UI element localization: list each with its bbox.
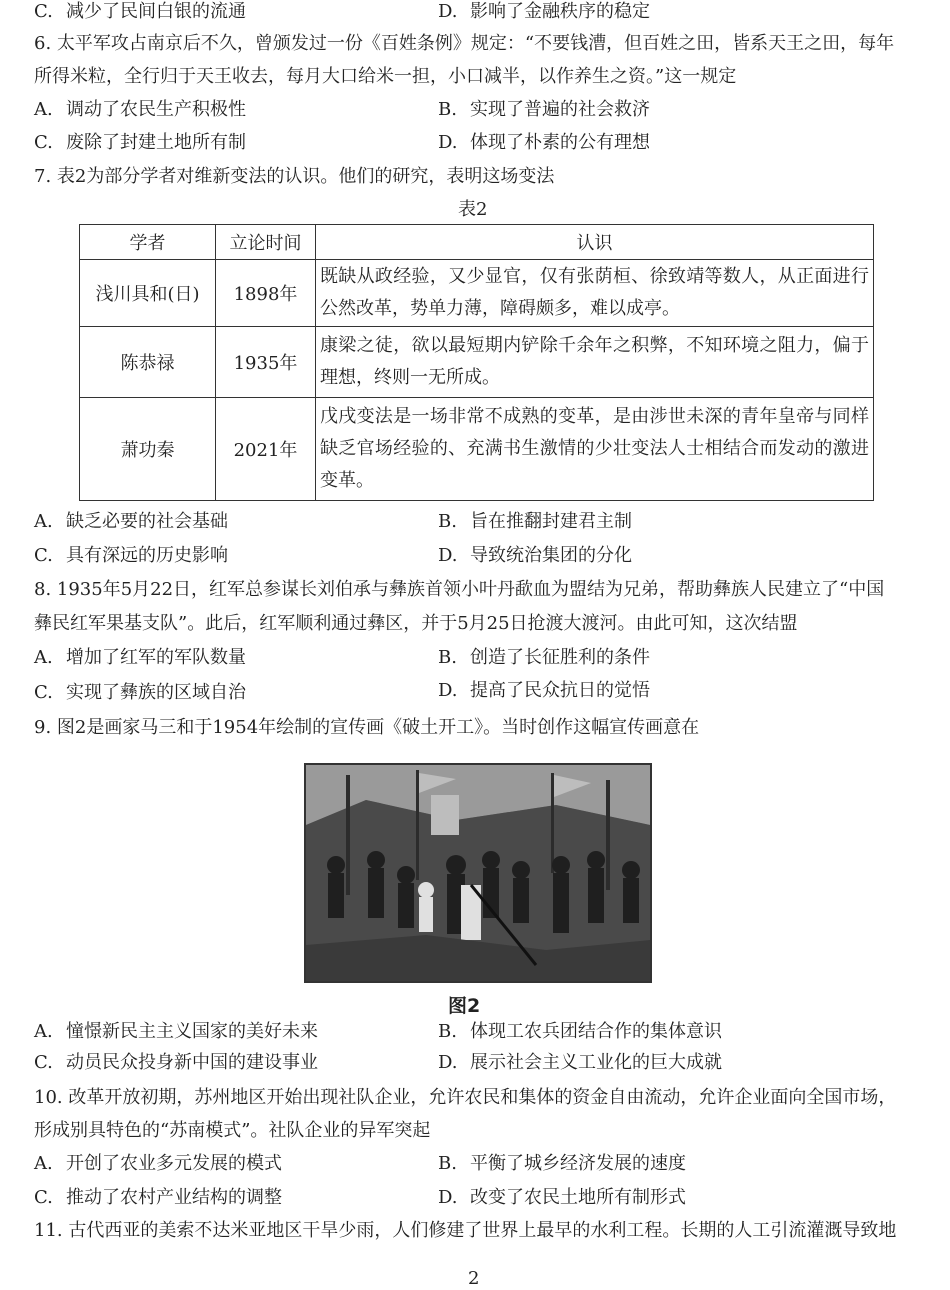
q6-stem-line2: 所得米粒，全行归于天王收去，每月大口给米一担，小口减半，以作养生之资。”这一规定 xyxy=(34,66,737,87)
q10-option-b: B. 平衡了城乡经济发展的速度 xyxy=(438,1153,686,1174)
page-number: 2 xyxy=(468,1268,480,1289)
option-d: D. 影响了金融秩序的稳定 xyxy=(438,1,650,22)
scholar-year: 1898年 xyxy=(216,260,316,327)
q10-option-a: A. 开创了农业多元发展的模式 xyxy=(34,1153,282,1174)
q7-stem: 7. 表2为部分学者对维新变法的认识。他们的研究，表明这场变法 xyxy=(34,166,555,187)
table-header: 立论时间 xyxy=(216,225,316,260)
table-caption: 表2 xyxy=(458,199,488,220)
scholar-view: 既缺从政经验，又少显官，仅有张荫桓、徐致靖等数人，从正面进行公然改革，势单力薄，障碍颇多，难以成亭。 xyxy=(316,260,874,327)
q8-stem-line2: 彝民红军果基支队”。此后，红军顺利通过彝区，并于5月25日抢渡大渡河。由此可知，这次结盟 xyxy=(34,613,798,634)
q9-option-d: D. 展示社会主义工业化的巨大成就 xyxy=(438,1052,722,1073)
q8-option-a: A. 增加了红军的军队数量 xyxy=(34,647,246,668)
q8-stem-line1: 8. 1935年5月22日，红军总参谋长刘伯承与彝族首领小叶丹歃血为盟结为兄弟，帮助彝族人民建立了“中国 xyxy=(34,579,885,600)
q7-option-a: A. 缺乏必要的社会基础 xyxy=(34,511,228,532)
figure-caption: 图2 xyxy=(448,995,481,1017)
scholar-name: 萧功秦 xyxy=(80,398,216,501)
q8-option-c: C. 实现了彝族的区域自治 xyxy=(34,682,246,703)
q6-option-a: A. 调动了农民生产积极性 xyxy=(34,99,246,120)
scholar-year: 1935年 xyxy=(216,327,316,398)
scholar-view: 戊戌变法是一场非常不成熟的变革，是由涉世未深的青年皇帝与同样缺乏官场经验的、充满书生激情的少壮变法人士相结合而发动的激进变革。 xyxy=(316,398,874,501)
table-row xyxy=(80,327,874,398)
q7-option-b: B. 旨在推翻封建君主制 xyxy=(438,511,632,532)
option-c: C. 减少了民间白银的流通 xyxy=(34,1,246,22)
scholar-view: 康梁之徒，欲以最短期内铲除千余年之积弊，不知环境之阻力，偏于理想，终则一无所成。 xyxy=(316,327,874,398)
table-row xyxy=(80,398,874,501)
propaganda-painting-image xyxy=(304,763,652,983)
q8-option-b: B. 创造了长征胜利的条件 xyxy=(438,647,650,668)
q6-option-b: B. 实现了普遍的社会救济 xyxy=(438,99,650,120)
q8-option-d: D. 提高了民众抗日的觉悟 xyxy=(438,680,650,701)
q10-option-d: D. 改变了农民土地所有制形式 xyxy=(438,1187,686,1208)
q9-option-a: A. 憧憬新民主主义国家的美好未来 xyxy=(34,1021,318,1042)
table-header: 认识 xyxy=(316,225,874,260)
q10-stem-line2: 形成别具特色的“苏南模式”。社队企业的异军突起 xyxy=(34,1120,431,1141)
q6-option-d: D. 体现了朴素的公有理想 xyxy=(438,132,650,153)
q7-option-c: C. 具有深远的历史影响 xyxy=(34,545,228,566)
q11-stem: 11. 古代西亚的美索不达米亚地区干旱少雨，人们修建了世界上最早的水利工程。长期的人工引流灌溉导致地 xyxy=(34,1220,897,1241)
scholar-name: 浅川具和(日) xyxy=(80,260,216,327)
table-header-row xyxy=(80,225,874,260)
scholar-table xyxy=(79,224,874,501)
table-header: 学者 xyxy=(80,225,216,260)
q6-option-c: C. 废除了封建土地所有制 xyxy=(34,132,246,153)
q9-stem: 9. 图2是画家马三和于1954年绘制的宣传画《破土开工》。当时创作这幅宣传画意在 xyxy=(34,717,700,738)
q9-option-c: C. 动员民众投身新中国的建设事业 xyxy=(34,1052,318,1073)
q7-option-d: D. 导致统治集团的分化 xyxy=(438,545,632,566)
scholar-name: 陈恭禄 xyxy=(80,327,216,398)
q9-option-b: B. 体现工农兵团结合作的集体意识 xyxy=(438,1021,722,1042)
q10-option-c: C. 推动了农村产业结构的调整 xyxy=(34,1187,282,1208)
table-row xyxy=(80,260,874,327)
q6-stem-line1: 6. 太平军攻占南京后不久，曾颁发过一份《百姓条例》规定：“不要钱漕，但百姓之田，皆系天王之田，每年 xyxy=(34,33,895,54)
scholar-year: 2021年 xyxy=(216,398,316,501)
q10-stem-line1: 10. 改革开放初期，苏州地区开始出现社队企业，允许农民和集体的资金自由流动，允许企业面向全国市场， xyxy=(34,1087,897,1108)
